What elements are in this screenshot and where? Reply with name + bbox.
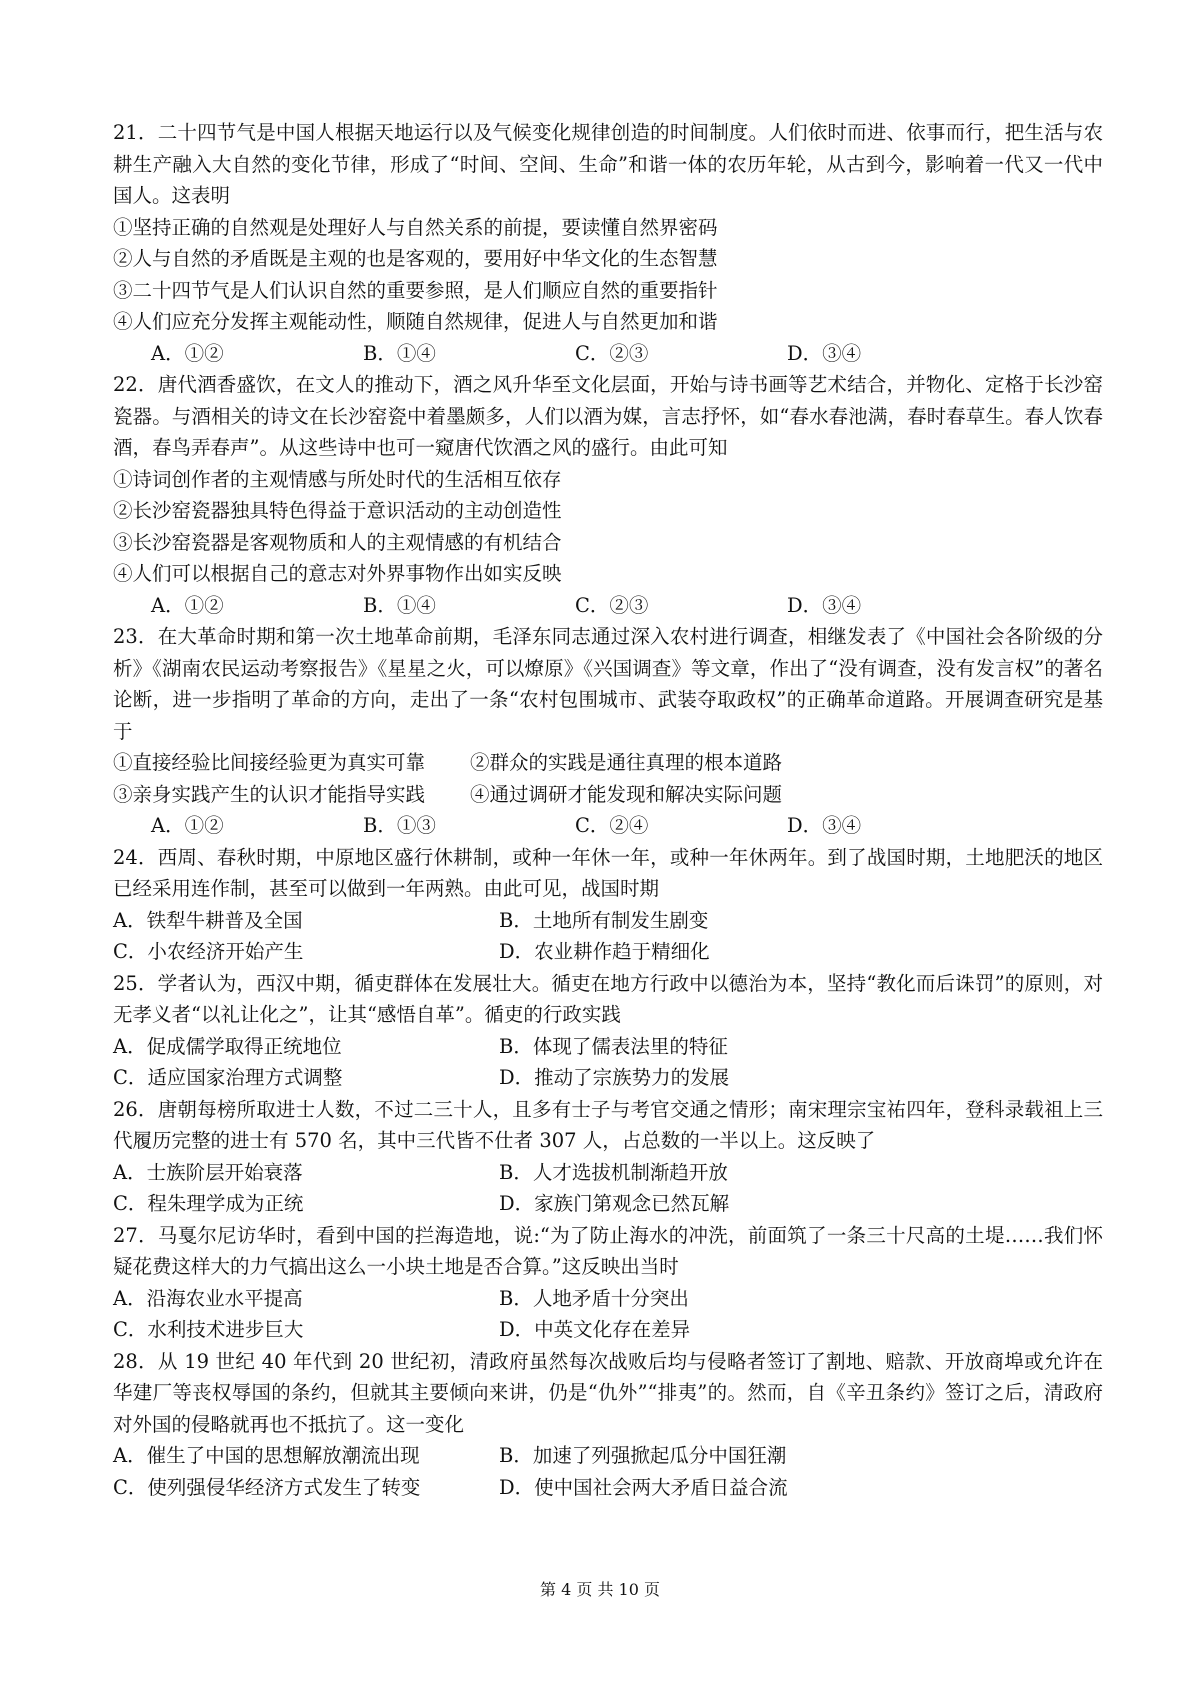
option-a: A．①② (151, 341, 224, 365)
option-c: C．②③ (575, 341, 649, 365)
answer-options-row (113, 1062, 1103, 1094)
question-stem: 25．学者认为，西汉中期，循吏群体在发展壮大。循吏在地方行政中以德治为本，坚持“教化而后诛罚”的原则，对无孝义者“以礼让化之”，让其“感悟自革”。循吏的行政实践 (113, 971, 1103, 1026)
question-stem: 28．从 19 世纪 40 年代到 20 世纪初，清政府虽然每次战败后均与侵略者签订了割地、赔款、开放商埠或允许在华建厂等丧权辱国的条约，但就其主要倾向来讲，仍是“仇外”“排夷”的。然而，自《辛丑条约》签订之后，清政府对外国的侵略就再也不抵抗了。这一变化 (113, 1349, 1103, 1436)
question-stem: 26．唐朝每榜所取进士人数，不过二三十人，且多有士子与考官交通之情形；南宋理宗宝祐四年，登科录载祖上三代履历完整的进士有 570 名，其中三代皆不仕者 307 人，占总数的一半以上。这反映了 (113, 1097, 1103, 1152)
option-c: C．②③ (575, 593, 649, 617)
option-d: D．③④ (787, 593, 862, 617)
question-stem: 22．唐代酒香盛饮，在文人的推动下，酒之风升华至文化层面，开始与诗书画等艺术结合，并物化、定格于长沙窑瓷器。与酒相关的诗文在长沙窑瓷中着墨颇多，人们以酒为媒，言志抒怀，如“春水春池满，春时春草生。春人饮春酒，春鸟弄春声”。从这些诗中也可一窥唐代饮酒之风的盛行。由此可知 (113, 373, 1103, 459)
statement: ③二十四节气是人们认识自然的重要参照，是人们顺应自然的重要指针 (113, 278, 718, 302)
answer-options-row (113, 1157, 1103, 1189)
option-d: D．农业耕作趋于精细化 (499, 940, 710, 963)
option-b: B．人才选拔机制渐趋开放 (499, 1160, 728, 1184)
option-d: D．家族门第观念已然瓦解 (499, 1192, 730, 1215)
statement: ①直接经验比间接经验更为真实可靠 (113, 751, 426, 774)
option-b: B．人地矛盾十分突出 (499, 1286, 689, 1310)
answer-options (113, 590, 1103, 622)
statement: ④通过调研才能发现和解决实际问题 (470, 782, 783, 806)
option-c: C．程朱理学成为正统 (113, 1192, 304, 1215)
option-a: A．①② (151, 814, 224, 837)
answer-options-row (113, 936, 1103, 968)
answer-options-row (113, 1283, 1103, 1315)
question-27 (113, 1220, 1103, 1346)
statement: ①诗词创作者的主观情感与所处时代的生活相互依存 (113, 467, 562, 491)
statement: ④人们应充分发挥主观能动性，顺随自然规律，促进人与自然更加和谐 (113, 310, 718, 333)
answer-options-row (113, 1472, 1103, 1504)
exam-page (113, 117, 1103, 1503)
answer-options-row (113, 1440, 1103, 1472)
option-a: A．沿海农业水平提高 (113, 1286, 303, 1310)
statement: ③长沙窑瓷器是客观物质和人的主观情感的有机结合 (113, 530, 562, 554)
answer-options-row (113, 1314, 1103, 1346)
page-footer: 第 4 页 共 10 页 (540, 1580, 660, 1599)
question-stem: 21．二十四节气是中国人根据天地运行以及气候变化规律创造的时间制度。人们依时而进、依事而行，把生活与农耕生产融入大自然的变化节律，形成了“时间、空间、生命”和谐一体的农历年轮，从古到今，影响着一代又一代中国人。这表明 (113, 121, 1103, 207)
question-stem: 23．在大革命时期和第一次土地革命前期，毛泽东同志通过深入农村进行调查，相继发表了《中国社会各阶级的分析》《湖南农民运动考察报告》《星星之火，可以燎原》《兴国调查》等文章，作出了“没有调查，没有发言权”的著名论断，进一步指明了革命的方向，走出了一条“农村包围城市、武装夺取政权”的正确革命道路。开展调查研究是基于 (113, 625, 1103, 743)
option-c: C．使列强侵华经济方式发生了转变 (113, 1475, 421, 1499)
option-d: D．③④ (787, 341, 862, 365)
option-b: B．加速了列强掀起瓜分中国狂潮 (499, 1444, 787, 1467)
option-a: A．士族阶层开始衰落 (113, 1160, 303, 1184)
answer-options (113, 810, 1103, 842)
option-b: B．体现了儒表法里的特征 (499, 1034, 728, 1058)
question-stem: 24．西周、春秋时期，中原地区盛行休耕制，或种一年休一年，或种一年休两年。到了战国时期，土地肥沃的地区已经采用连作制，甚至可以做到一年两熟。由此可见，战国时期 (113, 845, 1103, 900)
question-stem: 27．马戛尔尼访华时，看到中国的拦海造地，说:“为了防止海水的冲洗，前面筑了一条三十尺高的土堤……我们怀疑花费这样大的力气搞出这么一小块土地是否合算。”这反映出当时 (113, 1223, 1103, 1278)
option-a: A．促成儒学取得正统地位 (113, 1034, 342, 1058)
option-b: B．①③ (363, 814, 436, 837)
option-c: C．适应国家治理方式调整 (113, 1066, 343, 1089)
option-d: D．使中国社会两大矛盾日益合流 (499, 1475, 788, 1499)
answer-options-row (113, 1031, 1103, 1063)
option-c: C．②④ (575, 814, 649, 837)
question-22 (113, 369, 1103, 621)
statement: ①坚持正确的自然观是处理好人与自然关系的前提，要读懂自然界密码 (113, 215, 718, 239)
option-a: A．铁犁牛耕普及全国 (113, 908, 303, 932)
statement-row (113, 779, 1103, 811)
statement: ④人们可以根据自己的意志对外界事物作出如实反映 (113, 562, 562, 585)
statement: ②长沙窑瓷器独具特色得益于意识活动的主动创造性 (113, 499, 562, 522)
statement: ②人与自然的矛盾既是主观的也是客观的，要用好中华文化的生态智慧 (113, 247, 718, 270)
option-a: A．①② (151, 593, 224, 617)
question-23 (113, 621, 1103, 842)
option-d: D．推动了宗族势力的发展 (499, 1066, 730, 1089)
statement: ③亲身实践产生的认识才能指导实践 (113, 782, 426, 806)
option-b: B．①④ (363, 593, 436, 617)
option-c: C．水利技术进步巨大 (113, 1318, 304, 1341)
option-c: C．小农经济开始产生 (113, 940, 304, 963)
option-a: A．催生了中国的思想解放潮流出现 (113, 1444, 420, 1467)
answer-options-row (113, 905, 1103, 937)
option-b: B．土地所有制发生剧变 (499, 908, 709, 932)
answer-options-row (113, 1188, 1103, 1220)
question-21 (113, 117, 1103, 369)
option-b: B．①④ (363, 341, 436, 365)
statement-row (113, 747, 1103, 779)
question-28 (113, 1346, 1103, 1504)
option-d: D．③④ (787, 814, 862, 837)
question-24 (113, 842, 1103, 968)
answer-options (113, 338, 1103, 370)
statement: ②群众的实践是通往真理的根本道路 (470, 751, 783, 774)
question-26 (113, 1094, 1103, 1220)
option-d: D．中英文化存在差异 (499, 1318, 691, 1341)
question-25 (113, 968, 1103, 1094)
